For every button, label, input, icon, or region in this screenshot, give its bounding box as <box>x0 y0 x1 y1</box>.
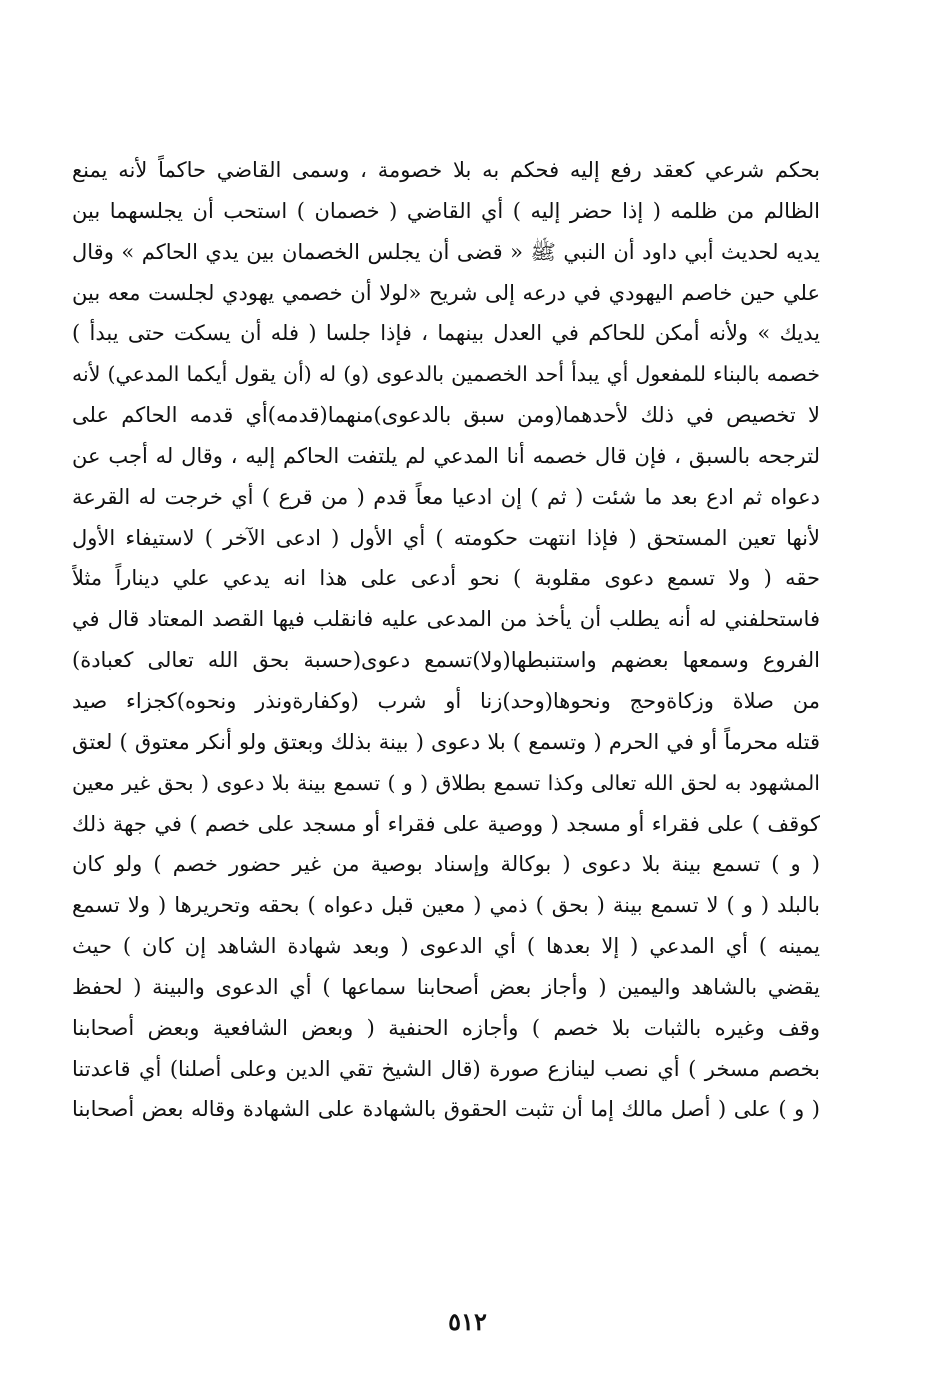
text-line: كوقف ) على فقراء أو مسجد ( ووصية على فقراء أو مسجد على خصم ) في جهة ذلك <box>72 811 820 836</box>
text-line: ( و ) على ( أصل مالك إما أن تثبت الحقوق بالشهادة على الشهادة وقاله بعض أصحابنا <box>72 1097 820 1122</box>
text-line: بالبلد ( و ) لا تسمع بينة ( بحق ) ذمي ( معين قبل دعواه ) بحقه وتحريرها ( ولا تسمع <box>72 893 820 918</box>
text-line: ( و ) تسمع بينة بلا دعوى ( بوكالة وإسناد بوصية من غير حضور خصم ) ولو كان <box>72 852 820 877</box>
text-line: فاستحلفني له أنه يطلب أن يأخذ من المدعى عليه فانقلب فيها القصد المعتاد قال في <box>72 607 820 632</box>
text-line: لأنها تعين المستحق ( فإذا انتهت حكومته ) أي الأول ( ادعى الآخر ) لاستيفاء الأول <box>72 525 820 550</box>
text-line: لترجحه بالسبق ، فإن قال خصمه أنا المدعي لم يلتفت الحاكم إليه ، وقال له أجب عن <box>72 443 820 468</box>
text-line: بحكم شرعي كعقد رفع إليه فحكم به بلا خصومة ، وسمى القاضي حاكماً لأنه يمنع <box>72 158 820 182</box>
text-line: الفروع وسمعها بعضهم واستنبطها(ولا)تسمع دعوى(حسبة بحق الله تعالى كعبادة) <box>72 648 820 673</box>
text-line: يديه لحديث أبي داود أن النبي ﷺ « قضى أن يجلس الخصمان بين يدي الحاكم » وقال <box>72 239 820 264</box>
page-number: ٥١٢ <box>448 1307 487 1336</box>
text-line: قتله محرماً أو في الحرم ( وتسمع ) بلا دعوى ( بينة بذلك وبعتق ولو أنكر معتوق ) لعتق <box>72 729 820 754</box>
text-line: بخصم مسخر ) أي نصب لينازع صورة (قال الشيخ تقي الدين وعلى أصلنا) أي قاعدتنا <box>72 1056 820 1081</box>
text-line: الظالم من ظلمه ( إذا حضر إليه ) أي القاضي ( خصمان ) استحب أن يجلسهما بين <box>72 198 820 223</box>
text-line: يمينه ) أي المدعي ( إلا بعدها ) أي الدعوى ( وبعد شهادة الشاهد إن كان ) حيث <box>72 934 820 959</box>
body-text <box>72 150 820 1130</box>
text-line: المشهود به لحق الله تعالى وكذا تسمع بطلاق ( و ) تسمع بينة بلا دعوى ( بحق غير معين <box>72 770 820 795</box>
text-line: علي حين خاصم اليهودي في درعه إلى شريح «لولا أن خصمي يهودي لجلست معه بين <box>72 280 820 305</box>
text-line: لا تخصيص في ذلك لأحدهما(ومن سبق بالدعوى)منهما(قدمه)أي قدمه الحاكم على <box>72 403 820 428</box>
text-line: خصمه بالبناء للمفعول أي يبدأ أحد الخصمين بالدعوى (و) له (أن يقول أيكما المدعي) لأنه <box>72 362 820 387</box>
text-line: وقف وغيره بالثبات بلا خصم ) وأجازه الحنفية ( وبعض الشافعية وبعض أصحابنا <box>72 1015 820 1040</box>
text-line: دعواه ثم ادع بعد ما شئت ( ثم ) إن ادعيا معاً قدم ( من قرع ) أي خرجت له القرعة <box>72 484 820 509</box>
text-line: من صلاة وزكاةوحج ونحوها(وحد)زنا أو شرب (وكفارةونذر ونحوه)كجزاء صيد <box>72 688 820 713</box>
text-line: يديك » ولأنه أمكن للحاكم في العدل بينهما ، فإذا جلسا ( فله أن يسكت حتى يبدأ ) <box>72 321 820 346</box>
text-line: يقضي بالشاهد واليمين ( وأجاز بعض أصحابنا سماعها ) أي الدعوى والبينة ( لحفظ <box>72 974 820 999</box>
text-line: حقه ( ولا تسمع دعوى مقلوبة ) نحو أدعى على هذا انه يدعي علي ديناراً مثلاً <box>72 566 820 591</box>
